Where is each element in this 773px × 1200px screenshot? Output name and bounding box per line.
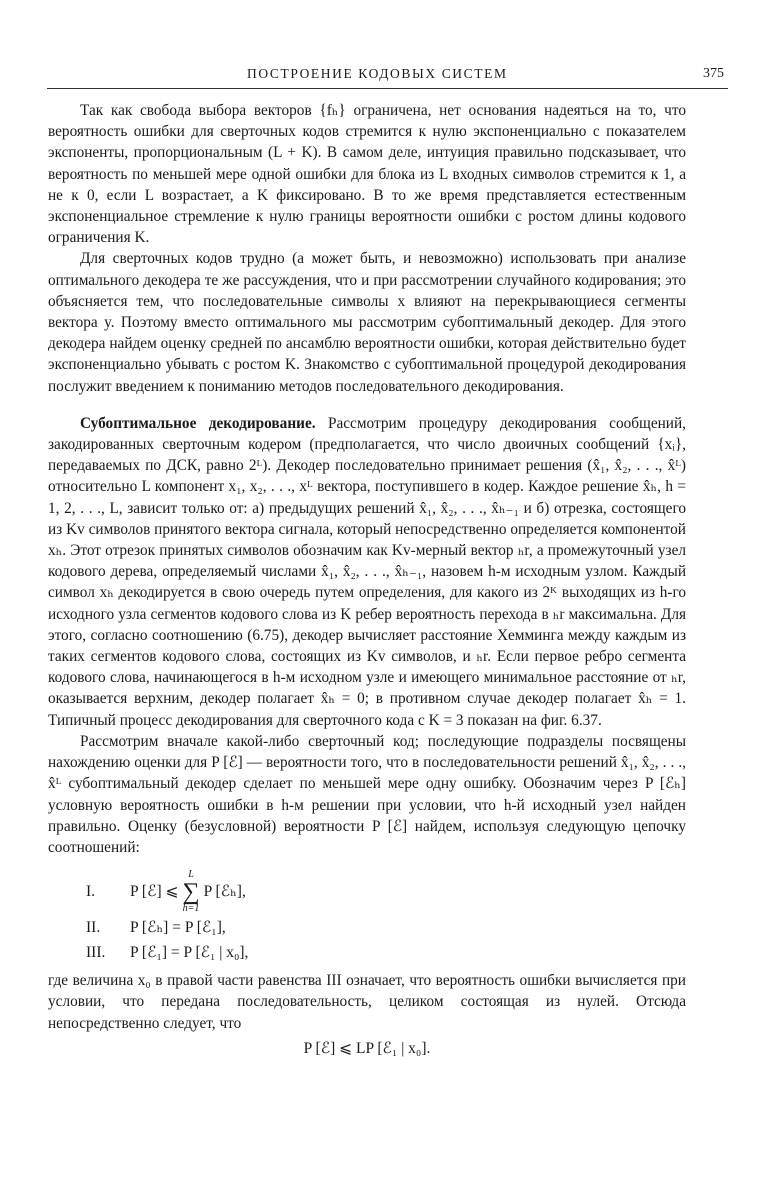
paragraph-3-text: Рассмотрим процедуру декодирования сообщений, закодированных сверточным кодером (предполагается, что число двоичных сообщений {xᵢ}, передаваемых по ДСК, равно 2ᴸ). Декодер последовательно принимает решения (x̂₁, x̂₂, . . ., x̂ᴸ) относительно L компонент x₁, x₂, . . ., xᴸ вектора, поступившего в кодер. Каждое решение x̂ₕ, h = 1, 2, . . ., L, зависит только от: а) предыдущих решений x̂₁, x̂₂, . . ., x̂ₕ₋₁ и б) отрезка, состоящего из Kv символов принятого вектора сигнала, который непосредственно определяется компонентой xₕ. Этот отрезок принятых символов обозначим как Kv-мерный вектор ₕr, а промежуточный узел кодового дерева, определяемый числами x̂₁, x̂₂, . . ., x̂ₕ₋₁, назовем h-м исходным узлом. Каждый символ xₕ декодируется в свою очередь путем определения, для какого из 2ᴷ выходящих из h-го исходного узла сегментов кодового слова из K ребер вероятность перехода в ₕr максимальна. Для этого, согласно соотношению (6.75), декодер вычисляет расстояние Хемминга между каждым из таких сегментов кодового слова, состоящих из Kv символов, и ₕr. Если первое ребро сегмента кодового слова, начинающегося в h-м исходном узле и имеющего минимальное расстояние от ₕr, оказывается верхним, декодер полагает x̂ₕ = 0; в противном случае декодер полагает x̂ₕ = 1. Типичный процесс декодирования для сверточного кода с K = 3 показан на фиг. 6.37.: [48, 414, 686, 729]
sum-lower-limit: h=1: [182, 903, 200, 915]
formula-number: III.: [86, 944, 106, 962]
running-title: ПОСТРОЕНИЕ КОДОВЫХ СИСТЕМ: [247, 66, 508, 81]
summation: [183, 870, 200, 914]
formula-chain: [86, 870, 686, 964]
paragraph-4: Рассмотрим вначале какой-либо сверточный код; последующие подразделы посвящены нахождению оценки для P [ℰ] — вероятности того, что в последовательности решений x̂₁, x̂₂, . . ., x̂ᴸ субоптимальный декодер сделает по меньшей мере одну ошибку. Обозначим через P [ℰₕ] условную вероятность ошибки в h-м решении при условии, что h-й исходный узел найден правильно. Оценку (безусловной) вероятности P [ℰ] найдем, используя следующую цепочку соотношений:: [48, 732, 686, 856]
formula-expression: P [ℰ₁] = P [ℰ₁ | x₀],: [130, 944, 249, 962]
formula-1: [86, 870, 686, 914]
paragraph-1: Так как свобода выбора векторов {fₕ} ограничена, нет основания надеяться на то, что вероятность ошибки для сверточных кодов стремится к нулю экспоненциально с показателем экспоненты, пропорциональным (L + K). В самом деле, интуиция правильно подсказывает, что вероятность по меньшей мере одной ошибки для блока из L входных символов стремится к 1, а не к 0, если L возрастает, а K фиксировано. В то же время представляется естественным экспоненциальное стремление к нулю границы вероятности ошибки с ростом длины кодового ограничения K.: [48, 102, 686, 247]
final-formula: P [ℰ] ⩽ LP [ℰ₁ | x₀].: [303, 1039, 431, 1057]
page-number: 375: [703, 66, 724, 81]
formula-rhs: P [ℰₕ],: [203, 883, 246, 901]
sigma-symbol: ∑: [182, 879, 200, 906]
page-body: [48, 100, 686, 1060]
formula-3: [86, 942, 686, 964]
formula-expression: P [ℰₕ] = P [ℰ₁],: [130, 919, 226, 937]
formula-number: II.: [86, 919, 101, 937]
paragraph-2: Для сверточных кодов трудно (а может быть, и невозможно) использовать при анализе оптимального декодера те же рассуждения, что и при рассмотрении случайного кодирования; это объясняется тем, что последовательные символы x влияют на перекрывающиеся сегменты вектора y. Поэтому вместо оптимального мы рассмотрим субоптимальный декодер. Для этого декодера найдем оценку средней по ансамблю вероятности ошибки, которая действительно будет экспоненциально убывать с ростом K. Знакомство с субоптимальной процедурой декодирования послужит введением к пониманию методов последовательного декодирования.: [48, 250, 686, 395]
section-heading: Субоптимальное декодирование.: [80, 414, 316, 432]
page-header: [47, 66, 728, 89]
formula-lhs: P [ℰ] ⩽: [130, 883, 179, 901]
formula-2: [86, 917, 686, 939]
formula-number: I.: [86, 883, 96, 901]
paragraph-5: где величина x₀ в правой части равенства III означает, что вероятность ошибки вычисляется при условии, что передана последовательность, целиком состоящая из нулей. Отсюда непосредственно следует, что: [48, 972, 686, 1032]
sum-upper-limit: L: [188, 869, 194, 881]
paragraph-3: [48, 413, 686, 731]
